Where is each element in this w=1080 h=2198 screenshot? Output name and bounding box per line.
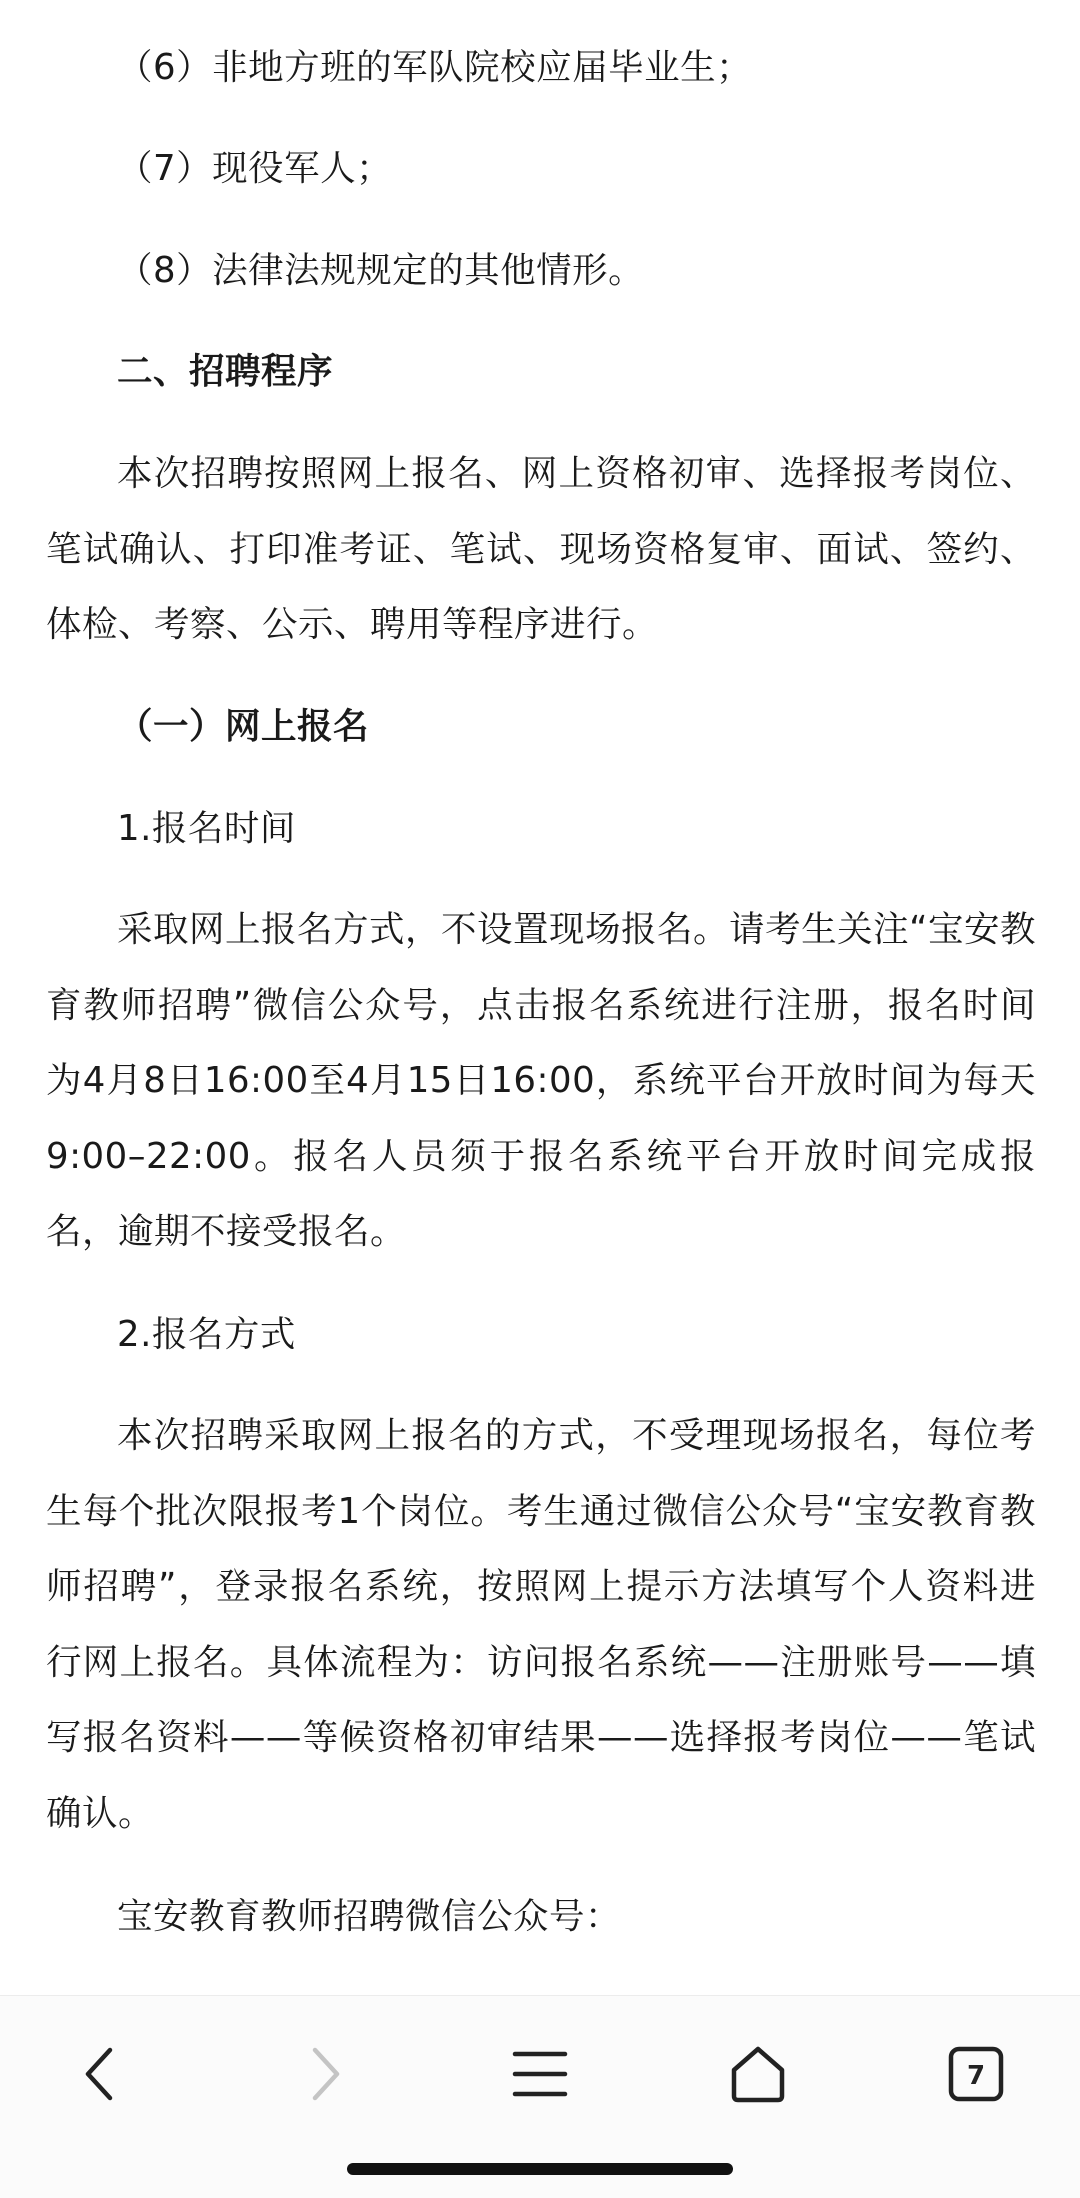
paragraph-procedure: 本次招聘按照网上报名、网上资格初审、选择报考岗位、笔试确认、打印准考证、笔试、现场资格复审、面试、签约、体检、考察、公示、聘用等程序进行。	[46, 453, 1036, 645]
forward-arrow-icon	[303, 2044, 347, 2104]
list-item-7: （7）现役军人；	[117, 148, 393, 189]
back-button[interactable]	[50, 2024, 150, 2124]
paragraph-registration-method: 本次招聘采取网上报名的方式，不受理现场报名，每位考生每个批次限报考1个岗位。考生通过微信公众号“宝安教育教师招聘”，登录报名系统，按照网上提示方法填写个人资料进行网上报名。具体流程为：访问报名系统——注册账号——填写报名资料——等候资格初审结果——选择报考岗位——笔试确认。	[46, 1415, 1036, 1834]
home-icon	[728, 2044, 788, 2104]
tabs-icon	[946, 2044, 1006, 2104]
forward-button[interactable]	[275, 2024, 375, 2124]
tab-count: 7	[966, 2061, 986, 2091]
list-item-8: （8）法律法规规定的其他情形。	[117, 250, 645, 291]
menu-icon	[512, 2049, 568, 2099]
menu-button[interactable]	[490, 2024, 590, 2124]
item-heading-registration-method: 2.报名方式	[117, 1314, 296, 1355]
tabs-button[interactable]	[926, 2024, 1026, 2124]
subsection-heading-online-registration: （一）网上报名	[117, 706, 370, 747]
back-arrow-icon	[78, 2044, 122, 2104]
section-heading-procedure: 二、招聘程序	[117, 351, 334, 392]
paragraph-wechat-account: 宝安教育教师招聘微信公众号：	[117, 1896, 622, 1937]
list-item-6: （6）非地方班的军队院校应届毕业生；	[117, 47, 753, 88]
home-button[interactable]	[708, 2024, 808, 2124]
home-indicator[interactable]	[347, 2163, 733, 2175]
paragraph-registration-time: 采取网上报名方式，不设置现场报名。请考生关注“宝安教育教师招聘”微信公众号，点击报名系统进行注册，报名时间为4月8日16:00至4月15日16:00，系统平台开放时间为每天9:00–22:00。报名人员须于报名系统平台开放时间完成报名，逾期不接受报名。	[46, 909, 1036, 1252]
item-heading-registration-time: 1.报名时间	[117, 808, 296, 849]
